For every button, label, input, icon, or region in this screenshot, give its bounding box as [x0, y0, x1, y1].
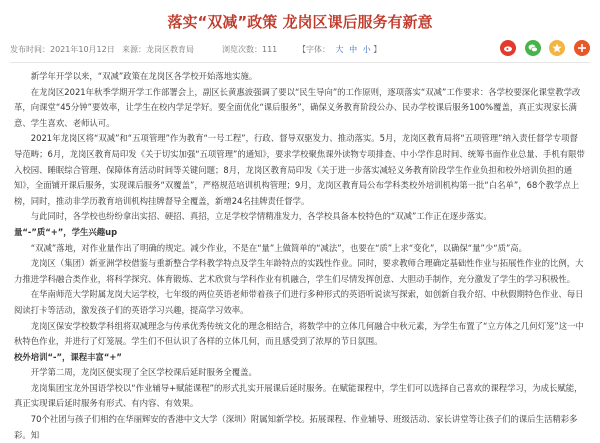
weibo-share-icon[interactable]: [500, 40, 516, 56]
article-paragraph: 在龙岗区2021年秋季学期开学工作部署会上，副区长黄惠波强调了要以“民生导向”的工作原则，逐项落实“双减”工作要求：各学校要深化课堂教学改革，向课堂“45分钟”要效率，让学生在校内学足学好。要全面优化“课后服务”，确保义务教育阶段公办、民办学校课后服务100%覆盖，真正实现家长满意、学生喜欢、老师认可。: [14, 86, 581, 128]
article-paragraph: 在华南师范大学附属龙岗大运学校，七年级的两位英语老师带着孩子们进行多种形式的英语听说读写探索，如创新自我介绍、中秋假期特色作业、每日阅读打卡等活动，激发孩子们的英语学习兴趣，提高学习效率。: [14, 289, 584, 315]
article-paragraph: 龙岗区（集团）新亚洲学校借鉴与重新整合学科教学特点及学生年龄特点的实践性作业。同时，要求教师合理确定基础性作业与拓展性作业的比例，大力推进学科融合类作业，将科学探究、体育锻炼、艺术欣赏与学科作业有机融合，学生们尽情发挥创意、大胆动手制作，充分激发了学生的学习积极性。: [14, 258, 584, 284]
font-size-close: 】: [373, 45, 382, 54]
font-size-label: 【字体：: [298, 45, 330, 54]
font-size-control: [298, 44, 381, 55]
article-paragraph: 新学年开学以来，“双减”政策在龙岗区各学校开始落地实施。: [30, 71, 258, 81]
font-size-small[interactable]: 小: [362, 45, 371, 54]
qzone-share-icon[interactable]: [549, 40, 565, 56]
article-title: 落实“双减”政策 龙岗区课后服务有新意: [167, 13, 433, 31]
article-paragraph: 龙岗集团宝龙外国语学校以“作业辅导+赋能课程”的形式扎实开展课后延时服务。在赋能课程中，学生们可以选择自己喜欢的课程学习，为成长赋能，真正实现课后延时服务有形式、有内容、有效果。: [14, 382, 583, 409]
font-size-medium[interactable]: 中: [349, 45, 358, 54]
section-heading: 量“-”质“+”，学生兴趣up: [14, 226, 118, 237]
view-count: 浏览次数：111: [222, 45, 278, 54]
section-heading: 校外培训“-”，课程丰富“+”: [14, 351, 122, 362]
article-body: [0, 63, 600, 443]
font-size-large[interactable]: 大: [335, 45, 344, 54]
publish-date: 发布时间：2021年10月12日: [10, 45, 115, 54]
plus-share-icon[interactable]: [574, 40, 590, 56]
article-source: 来源：龙岗区教育局: [122, 45, 194, 54]
share-bar: [494, 40, 590, 60]
article-meta-bar: [10, 40, 590, 63]
article-paragraph: 龙岗区保安学校数学科组将双减理念与传承优秀传统文化的理念相结合，将数学中的立体几何融合中秋元素，为学生布置了“立方体之几何灯笼”这一中秋特色作业，并进行了灯笼展。学生们不但认识了各样的立体几何，而且感受到了浓厚的节日氛围。: [14, 320, 584, 347]
article-paragraph: 70个社团与孩子们相约在华丽辉安的香港中文大学（深圳）附属知新学校。拓展课程、作业辅导、班级活动、家长讲堂等让孩子们的课后生活精彩多彩。知: [14, 414, 578, 440]
article-paragraph: “双减”落地，对作业量作出了明确的规定。减少作业，不是在“量”上做简单的“减法”，也要在“质”上求“变化”，以确保“量”少“质”高。: [30, 242, 528, 253]
article-paragraph: 与此同时，各学校也纷纷拿出实招、硬招、真招，立足学校学情精准发力，各学校具备本校特色的“双减”工作正在逐步落实。: [30, 211, 492, 222]
article-paragraph: 2021年龙岗区将“双减”和“五项管理”作为教育“一号工程”，行政、督导双驱发力、推动落实。5月，龙岗区教育局将“五项管理”纳入责任督学专项督导范畴；6月，龙岗区教育局印发《关于切实加强“五项管理”的通知》，要求学校聚焦课外读物专项排查、中小学作息时间、统筹书面作业总量、手机有限带入校园、睡眠综合管理、保障体育活动时间等关键问题；8月，龙岗区教育局印发《关于进一步落实减轻义务教育阶段学生作业负担和校外培训负担的通知》，全面铺开课后服务，实现课后服务“双覆盖”，严格规范培训机构管理；9月，龙岗区教育局公布学科类校外培训机构第一批“白名单”，68个教学点上榜，同时，推动非学历教育培训机构挂牌督导全覆盖，新增24名挂牌责任督学。: [14, 133, 585, 206]
wechat-share-icon[interactable]: [525, 40, 541, 56]
article-paragraph: 开学第二周，龙岗区便实现了全区学校课后延时服务全覆盖。: [30, 367, 257, 378]
